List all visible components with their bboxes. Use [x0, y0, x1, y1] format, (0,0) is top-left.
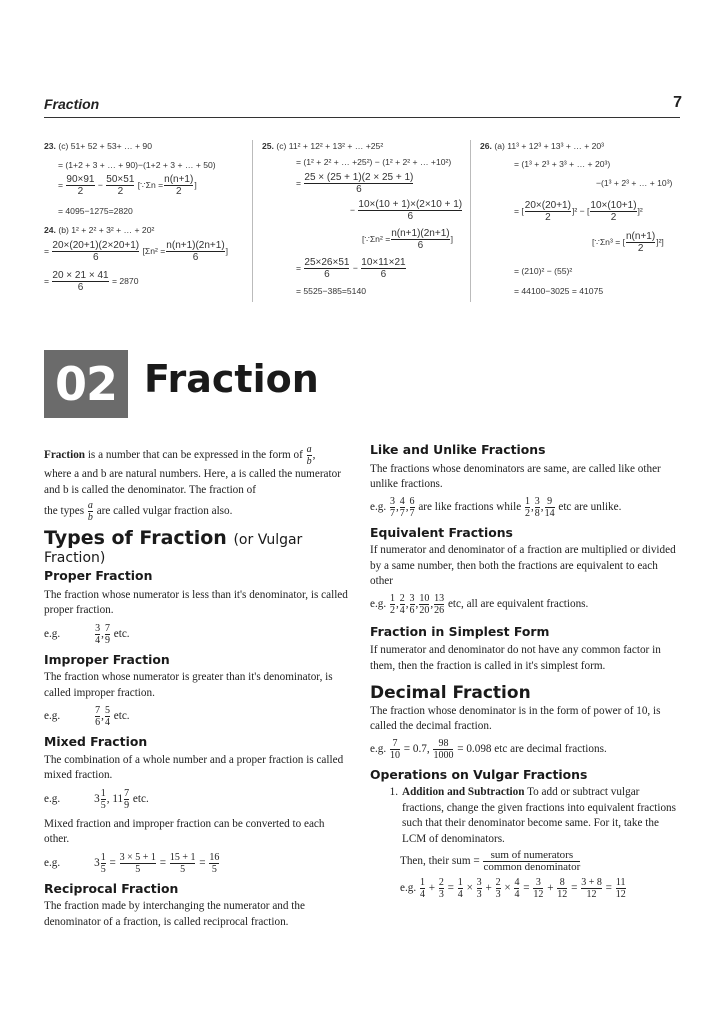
reciprocal-text: The fraction made by interchanging the numerator and the denominator of a fraction, is called reciprocal fraction.	[44, 900, 305, 928]
intro-paragraph-3: the types $\frac{a}{b}$ are called vulgar fraction also.	[44, 500, 233, 523]
proper-text: The fraction whose numerator is less than it's denominator, is called proper fraction.	[44, 588, 348, 616]
solution-line: = $\frac{25\times 26\times 51}{6}$ − $\frac{10\times 11\times 21}{6}$	[296, 257, 406, 280]
simplest-heading: Fraction in Simplest Form	[370, 623, 550, 639]
solution-number: 24.	[44, 225, 56, 235]
solution-line: = 4095−1275=2820	[58, 206, 133, 216]
mixed-example: e.g. 3 $\frac{1}{5}$ , 11 $\frac{7}{9}$ etc.	[44, 787, 149, 811]
proper-heading: Proper Fraction	[44, 568, 153, 583]
page-number: 7	[673, 94, 682, 111]
solution-number: 25.	[262, 141, 274, 151]
improper-text: The fraction whose numerator is greater than it's denominator, is called improper fraction.	[44, 671, 333, 699]
like-heading: Like and Unlike Fractions	[370, 442, 546, 457]
intro-paragraph-2: where a and b are natural numbers. Here, a is called the numerator and b is called the denominator. The fraction of	[44, 468, 341, 496]
operations-heading: Operations on Vulgar Fractions	[370, 766, 588, 782]
sum-formula: Then, their sum = $\frac{\text{sum of numerators}}{\text{common denominator}}$	[400, 849, 581, 873]
solution-line: = (210)² − (55)²	[514, 266, 573, 276]
mixed-heading: Mixed Fraction	[44, 734, 148, 749]
solution-line: (c) 11² + 12² + 13² + … +25²	[276, 141, 384, 151]
solution-line: (c) 51+ 52 + 53+ … + 90	[58, 141, 152, 151]
solution-line: = (1² + 2² + … +25²) − (1² + 2² + … +10²)	[296, 157, 452, 167]
right-column	[370, 442, 678, 900]
equivalent-example: e.g. $\frac{1}{2}$ , $\frac{2}{4}$ , $\frac{3}{6}$ , $\frac{10}{20}$ , $\frac{13}{26}$ etc, all are equivalent fractions.	[370, 592, 589, 616]
decimal-example: e.g. $\frac{7}{10}$ = 0.7, $\frac{98}{1000}$ = 0.098 etc are decimal fractions.	[370, 737, 607, 761]
column-divider	[470, 140, 471, 302]
reciprocal-heading: Reciprocal Fraction	[44, 880, 179, 896]
decimal-text: The fraction whose denominator is in the form of power of 10, is called the decimal fraction.	[370, 704, 661, 732]
simplest-text: If numerator and denominator do not have any common factor in them, then the fraction is called in it's simplest form.	[370, 644, 661, 672]
chapter-title: Fraction	[144, 357, 319, 401]
solution-line: = $\frac{20 \times 21 \times 41}{6}$ = 2870	[44, 270, 139, 293]
solution-number: 26.	[480, 141, 492, 151]
solution-line: = (1+2 + 3 + … + 90)−(1+2 + 3 + … + 50)	[58, 160, 216, 170]
solution-line: = [ $\frac{20\times(20+1)}{2}$ ]² − [ $\frac{10\times(10+1)}{2}$ ]²	[514, 200, 643, 223]
sum-example: e.g. $\frac{1}{4}$ + $\frac{2}{3}$ = $\frac{1}{4}$ × $\frac{3}{3}$ + $\frac{2}{3}$ × $\frac{4}{4}$ = $\frac{3}{12}$ + $\frac{8}{12}$ = $\frac{3 + 8}{12}$ = $\frac{11}{12}$	[400, 877, 626, 900]
equivalent-heading: Equivalent Fractions	[370, 524, 513, 540]
equivalent-text: If numerator and denominator of a fraction are multiplied or divided by a same number, then both the fractions are equivalent to each other	[370, 544, 676, 587]
column-divider	[252, 140, 253, 302]
solution-line: [∵Σn² = $\frac{n(n+1)(2n+1)}{6}$ ]	[362, 228, 453, 251]
types-heading: Types of Fraction (or Vulgar Fraction)	[44, 527, 303, 566]
decimal-heading: Decimal Fraction	[370, 683, 531, 703]
solution-line: [∵Σn³ = [ $\frac{n(n+1)}{2}$ ]²]	[592, 231, 664, 254]
proper-example: e.g. $\frac{3}{4}$ , $\frac{7}{9}$ etc.	[44, 622, 130, 646]
like-example: e.g. $\frac{3}{7}$ , $\frac{4}{7}$ , $\frac{6}{7}$ are like fractions while $\frac{1}{2}$ , $\frac{3}{8}$ , $\frac{9}{14}$ etc are unlike.	[370, 495, 622, 519]
solution-line: = $\frac{20\times(20+1)(2\times 20+1)}{6}$ [Σn² = $\frac{n(n+1)(2n+1)}{6}$ ]	[44, 240, 229, 263]
solution-line: = 44100−3025 = 41075	[514, 286, 604, 296]
conversion-example: e.g. 3 $\frac{1}{5}$ = $\frac{3 \times 5 + 1}{5}$ = $\frac{15 + 1}{5}$ = $\frac{16}{5}$	[44, 851, 220, 875]
left-column	[44, 444, 350, 930]
mixed-conversion-text: Mixed fraction and improper fraction can be converted to each other.	[44, 817, 325, 845]
running-header-title: Fraction	[44, 96, 100, 112]
improper-heading: Improper Fraction	[44, 651, 170, 667]
chapter-number-badge: 02	[44, 350, 128, 418]
solution-line: −(1³ + 2³ + … + 10³)	[596, 178, 673, 188]
like-text: The fractions whose denominators are same, are called like other unlike fractions.	[370, 462, 661, 490]
solution-line: − $\frac{10\times(10 + 1)\times(2\times 10 + 1)}{6}$	[350, 199, 463, 222]
solution-line: = (1³ + 2³ + 3³ + … + 20³)	[514, 159, 611, 169]
solution-line: (b) 1² + 2² + 3² + … + 20²	[58, 225, 155, 235]
header-rule	[44, 117, 680, 118]
mixed-text: The combination of a whole number and a proper fraction is called mixed fraction.	[44, 753, 344, 781]
solution-line: = $\frac{25 \times (25 + 1)(2 \times 25 + 1)}{6}$	[296, 172, 414, 195]
operations-item: 1. Addition and Subtraction To add or subtract vulgar fractions, change the given fractions into equivalent fractions such that their denominator become same. For it, take the LCM of denominators.	[389, 786, 676, 845]
solution-line: = $\frac{90\times 91}{2}$ − $\frac{50\times 51}{2}$ [∵Σn = $\frac{n(n+1)}{2}$ ]	[58, 174, 197, 197]
intro-paragraph: Fraction is a number that can be expressed in the form of $\frac{a}{b}$ ,	[44, 444, 316, 467]
solution-line: (a) 11³ + 12³ + 13³ + … + 20³	[494, 141, 605, 151]
improper-example: e.g. $\frac{7}{6}$ , $\frac{5}{4}$ etc.	[44, 705, 130, 728]
solution-number: 23.	[44, 141, 56, 151]
solution-line: = 5525−385=5140	[296, 286, 367, 296]
